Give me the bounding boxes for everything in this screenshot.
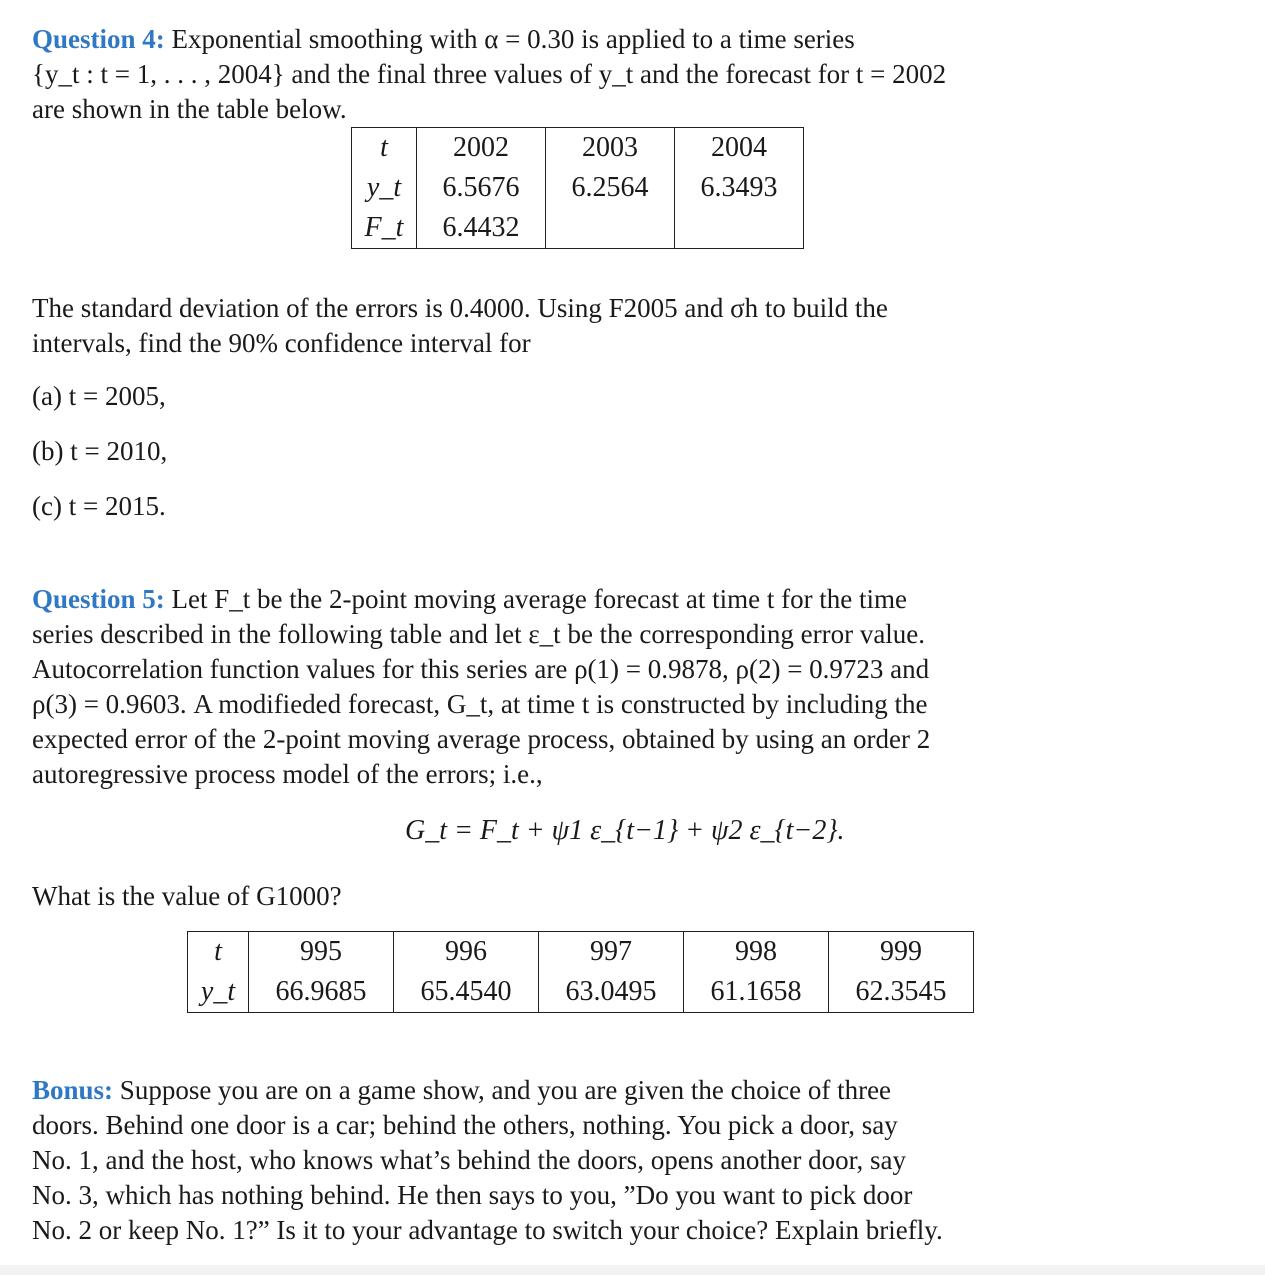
q4-table-cell: t [352,128,417,169]
q5-line: autoregressive process model of the errors; i.e., [32,759,543,789]
q5-line: series described in the following table and let ε_t be the corresponding error value. [32,619,926,649]
q4-para2-line1: The standard deviation of the errors is 0.4000. Using F2005 and σh to build the [32,293,888,323]
bonus-line: doors. Behind one door is a car; behind the others, nothing. You pick a door, say [32,1110,898,1140]
q4-table-cell: 2002 [417,128,546,169]
q5-table-cell: t [188,932,249,973]
q4-table-cell: 2003 [546,128,675,169]
bonus-line: No. 3, which has nothing behind. He then says to you, ”Do you want to pick door [32,1180,913,1210]
q4-para2-line2: intervals, find the 90% confidence interval for [32,328,531,358]
q5-table-header-row [188,932,974,973]
q5-table-cell: y_t [188,972,249,1013]
bonus-line: Suppose you are on a game show, and you are given the choice of three [119,1075,892,1105]
q5-table-cell: 65.4540 [394,972,539,1013]
q5-line: Autocorrelation function values for this series are ρ(1) = 0.9878, ρ(2) = 0.9723 and [32,654,930,684]
bonus-heading: Bonus: [32,1075,114,1105]
q4-heading: Question 4: [32,24,165,54]
q5-equation: G_t = F_t + ψ1 ε_{t−1} + ψ2 ε_{t−2}. [405,815,845,846]
q5-question-text: What is the value of G1000? [32,881,342,911]
q5-line: Let F_t be the 2-point moving average forecast at time t for the time [171,584,908,614]
q4-table-cell: 2004 [675,128,804,169]
q5-question [32,879,1232,914]
q4-table-header-row [352,128,804,169]
q5-table-cell: 995 [249,932,394,973]
q4-paragraph-2 [32,291,1232,361]
q4-paragraph [32,22,1232,127]
q4-table-cell: 6.4432 [417,208,546,249]
q4-table-row [352,168,804,208]
q4-table [351,127,804,249]
q4-table-cell: 6.2564 [546,168,675,208]
q4-line3: are shown in the table below. [32,94,347,124]
q4-table-row [352,208,804,249]
bonus-paragraph [32,1073,1232,1248]
q4-table-cell: F_t [352,208,417,249]
q5-table-cell: 999 [829,932,974,973]
q4-table-cell: y_t [352,168,417,208]
q5-table-cell: 996 [394,932,539,973]
q5-table-cell: 66.9685 [249,972,394,1013]
q4-table-cell [546,208,675,249]
q5-line: ρ(3) = 0.9603. A modifieded forecast, G_t, at time t is constructed by including the [32,689,928,719]
q5-table-cell: 998 [684,932,829,973]
q4-line1: Exponential smoothing with α = 0.30 is applied to a time series [171,24,855,54]
q4-table-cell: 6.5676 [417,168,546,208]
q5-heading: Question 5: [32,584,165,614]
page-bottom-edge [0,1265,1265,1275]
q5-table-cell: 61.1658 [684,972,829,1013]
q4-item-c: (c) t = 2015. [32,491,166,521]
q5-table-cell: 997 [539,932,684,973]
bonus-line: No. 1, and the host, who knows what’s behind the doors, opens another door, say [32,1145,907,1175]
q4-table-cell [675,208,804,249]
q5-paragraph [32,582,1232,792]
q4-item-a: (a) t = 2005, [32,381,166,411]
q4-table-cell: 6.3493 [675,168,804,208]
q5-table-cell: 63.0495 [539,972,684,1013]
q5-table-cell: 62.3545 [829,972,974,1013]
q5-line: expected error of the 2-point moving average process, obtained by using an order 2 [32,724,931,754]
q5-table-row [188,972,974,1013]
q4-line2: {y_t : t = 1, . . . , 2004} and the final three values of y_t and the forecast for t = 2002 [32,59,947,89]
q4-item-b: (b) t = 2010, [32,436,168,466]
bonus-line: No. 2 or keep No. 1?” Is it to your advantage to switch your choice? Explain briefly. [32,1215,943,1245]
q5-table [187,931,974,1013]
